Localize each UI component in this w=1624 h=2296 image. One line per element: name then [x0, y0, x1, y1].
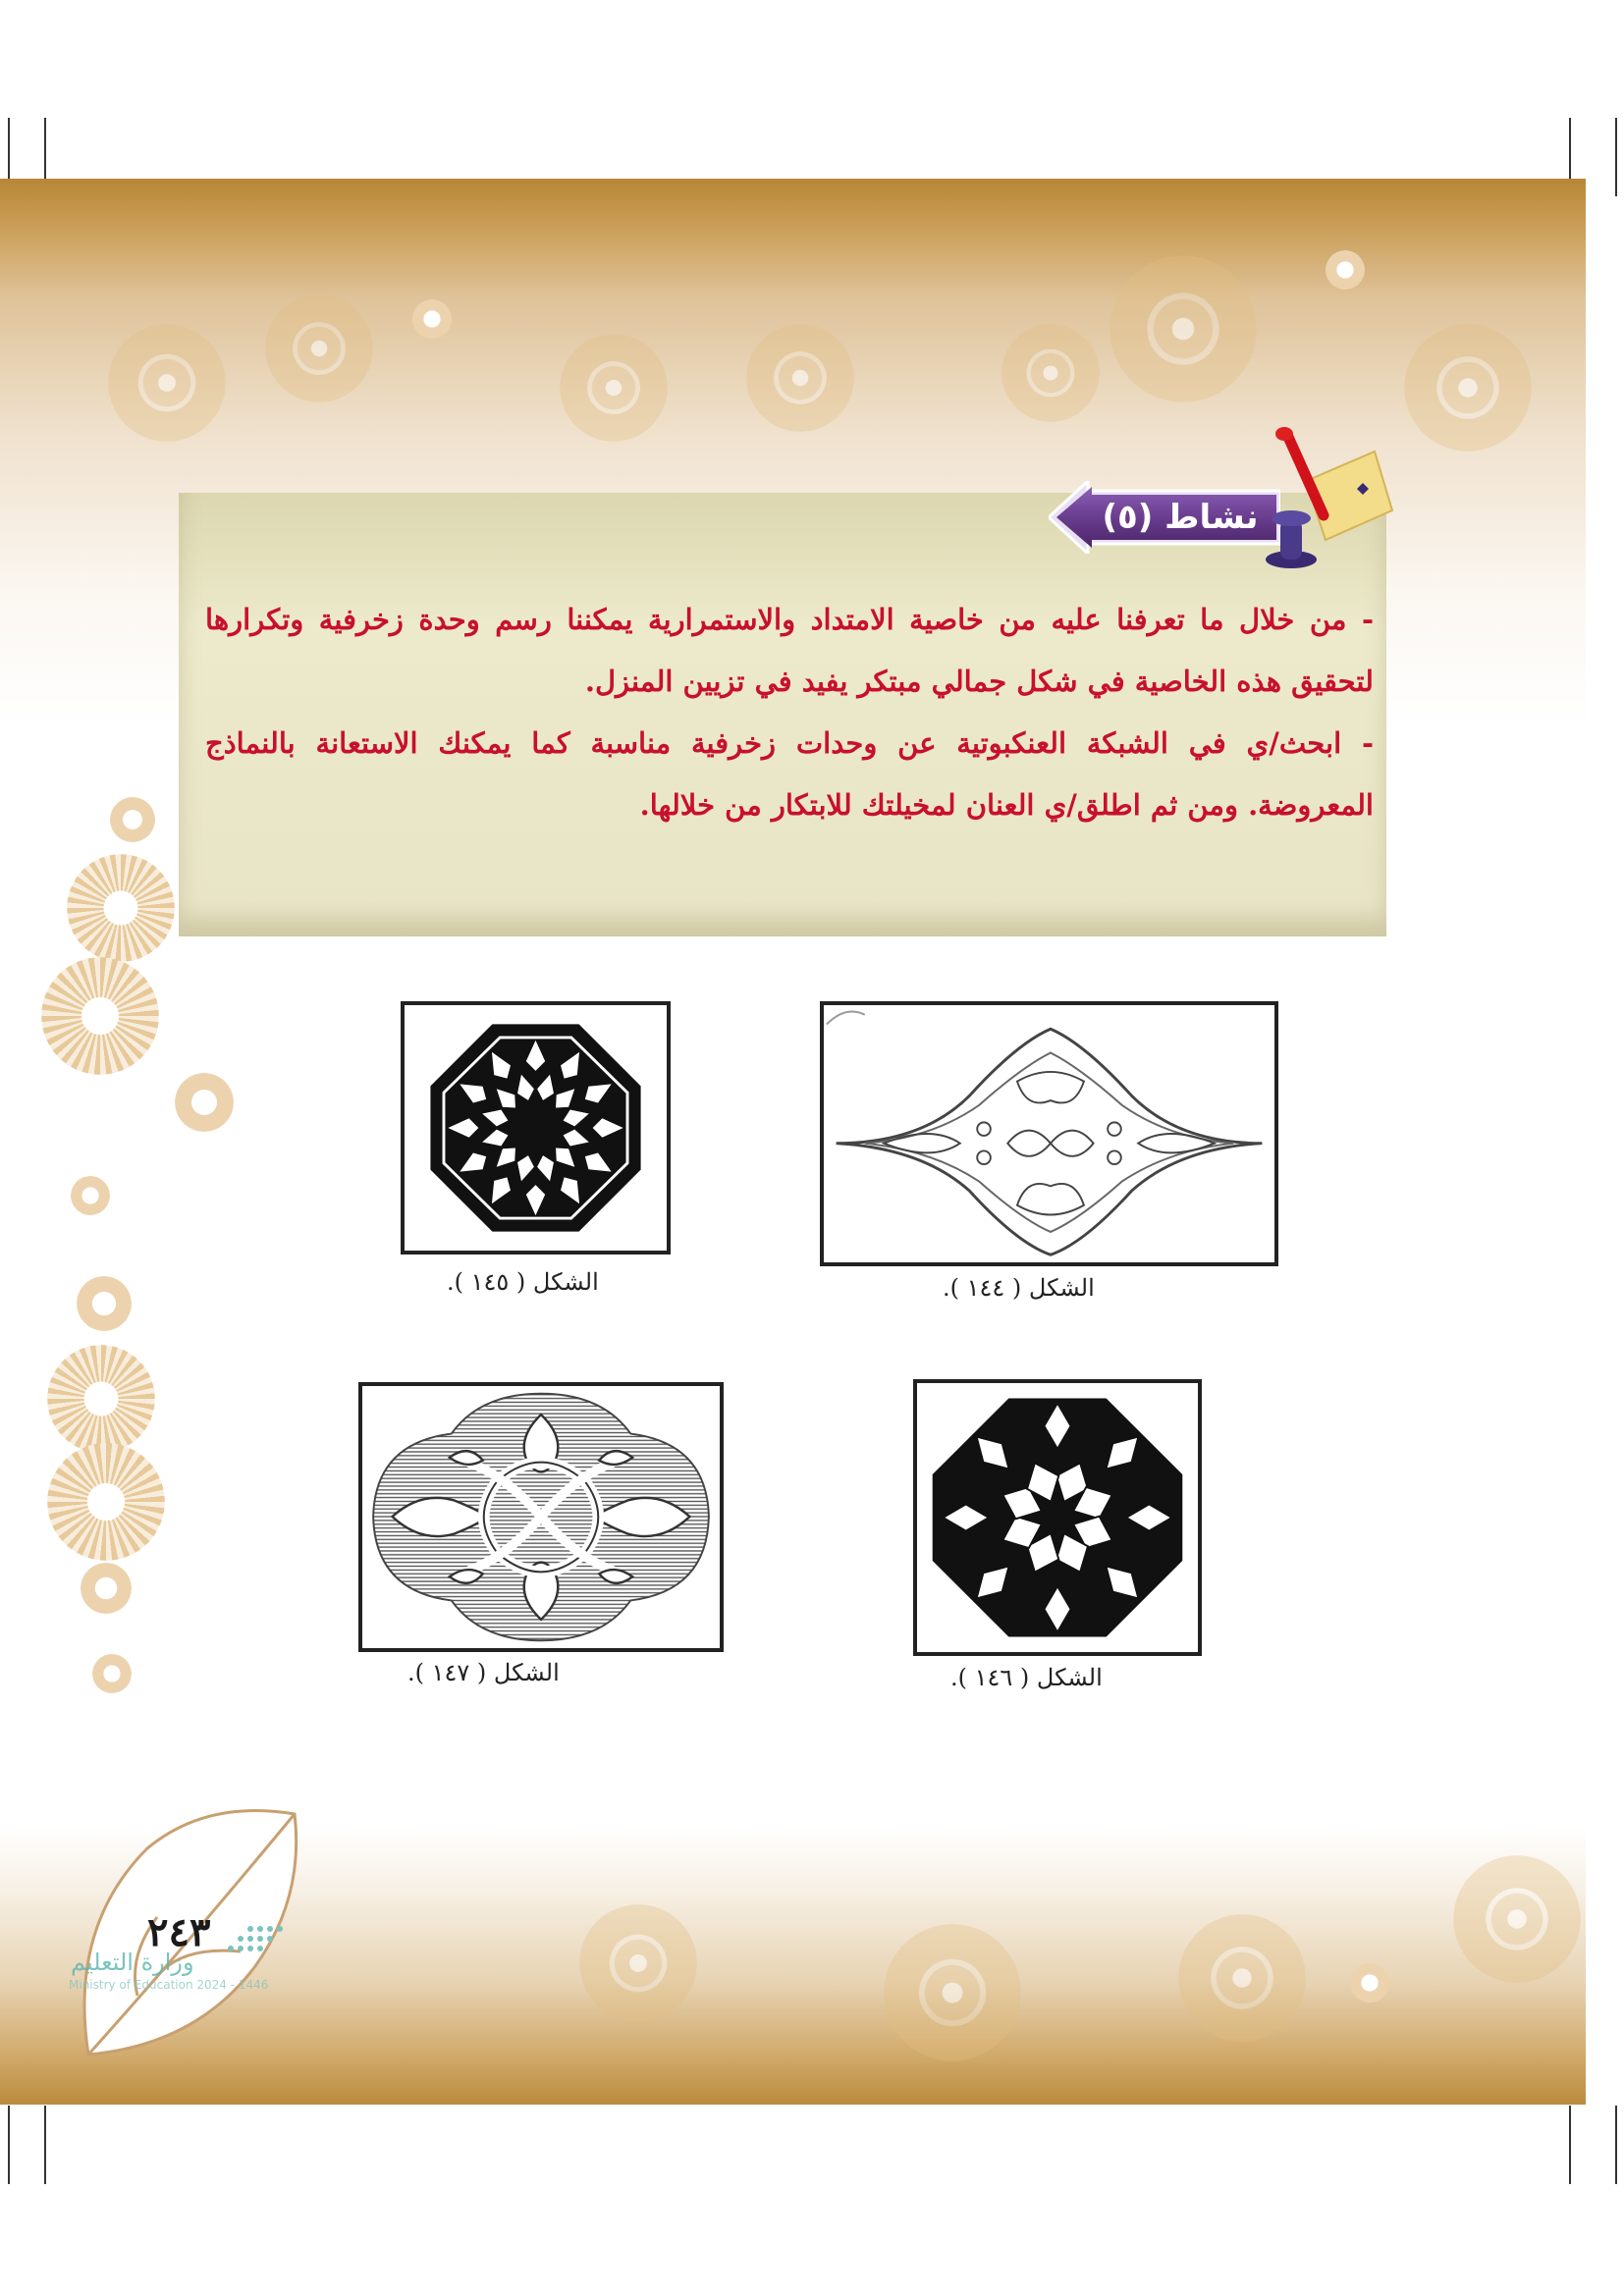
ministry-logo-text: وزارة التعليم	[71, 1949, 194, 1976]
figure-147-image	[358, 1382, 724, 1652]
dot-ornament-icon	[92, 1654, 132, 1693]
flower-ornament-icon	[47, 1443, 165, 1561]
ministry-logo-subtext: Ministry of Education 2024 - 1446	[69, 1978, 269, 1992]
dot-ornament-icon	[110, 797, 155, 842]
figure-146-image	[913, 1379, 1202, 1656]
crop-mark	[8, 2106, 10, 2184]
flower-ornament-icon	[560, 334, 668, 442]
crop-mark	[1615, 2106, 1617, 2184]
dot-ornament-icon	[175, 1073, 234, 1132]
figure-147-caption: الشكل ( ١٤٧ ).	[407, 1659, 560, 1686]
flower-ornament-icon	[884, 1924, 1021, 2061]
activity-paragraph-1: - من خلال ما تعرفنا عليه من خاصية الامتداد والاستمرارية يمكننا رسم وحدة زخرفية وتكرارها لتحقيق هذه الخاصية في شكل جمالي مبتكر يفيد في تزيين المنزل.	[205, 603, 1374, 698]
flower-ornament-icon	[1001, 324, 1100, 422]
flower-ornament-icon	[47, 1345, 155, 1453]
flower-ornament-icon	[1178, 1914, 1306, 2042]
flower-ornament-icon	[579, 1904, 697, 2022]
crop-mark	[44, 2106, 46, 2184]
figure-146-caption: الشكل ( ١٤٦ ).	[950, 1664, 1103, 1691]
flower-ornament-icon	[108, 324, 226, 442]
ministry-logo-dots-icon	[221, 1919, 319, 1958]
crop-mark	[1615, 118, 1617, 196]
interlaced-arabesque-medallion-icon	[362, 1386, 720, 1648]
dot-ornament-icon	[77, 1276, 132, 1331]
crop-mark	[1569, 2106, 1571, 2184]
octagonal-star-rosette-icon	[405, 1005, 667, 1251]
figure-145-caption: الشكل ( ١٤٥ ).	[447, 1268, 599, 1296]
figure-144-image	[820, 1001, 1278, 1266]
stamp-pen-icon	[1247, 422, 1394, 589]
figure-145-image	[401, 1001, 671, 1255]
flower-ornament-icon	[265, 294, 373, 402]
geometric-star-lattice-icon	[917, 1383, 1198, 1652]
dot-ornament-icon	[1326, 250, 1365, 290]
dot-ornament-icon	[1350, 1963, 1389, 2002]
flower-ornament-icon	[1404, 324, 1532, 452]
page-number: ٢٤٣	[147, 1909, 211, 1955]
flower-ornament-icon	[1453, 1855, 1581, 1983]
flower-ornament-icon	[1110, 255, 1257, 402]
activity-badge-label: نشاط (٥)	[1102, 498, 1259, 537]
figure-144-caption: الشكل ( ١٤٤ ).	[943, 1274, 1095, 1302]
dot-ornament-icon	[71, 1176, 110, 1215]
dot-ornament-icon	[412, 299, 452, 339]
activity-text	[205, 589, 1374, 836]
arabesque-ogee-motif-icon	[824, 1005, 1274, 1262]
activity-paragraph-2: - ابحث/ي في الشبكة العنكبوتية عن وحدات زخرفية مناسبة كما يمكنك الاستعانة بالنماذج المعروضة. ومن ثم اطلق/ي العنان لمخيلتك للابتكار من خلالها.	[205, 726, 1374, 822]
dot-ornament-icon	[81, 1563, 132, 1614]
flower-ornament-icon	[41, 957, 159, 1075]
flower-ornament-icon	[746, 324, 854, 432]
flower-ornament-icon	[67, 854, 175, 962]
